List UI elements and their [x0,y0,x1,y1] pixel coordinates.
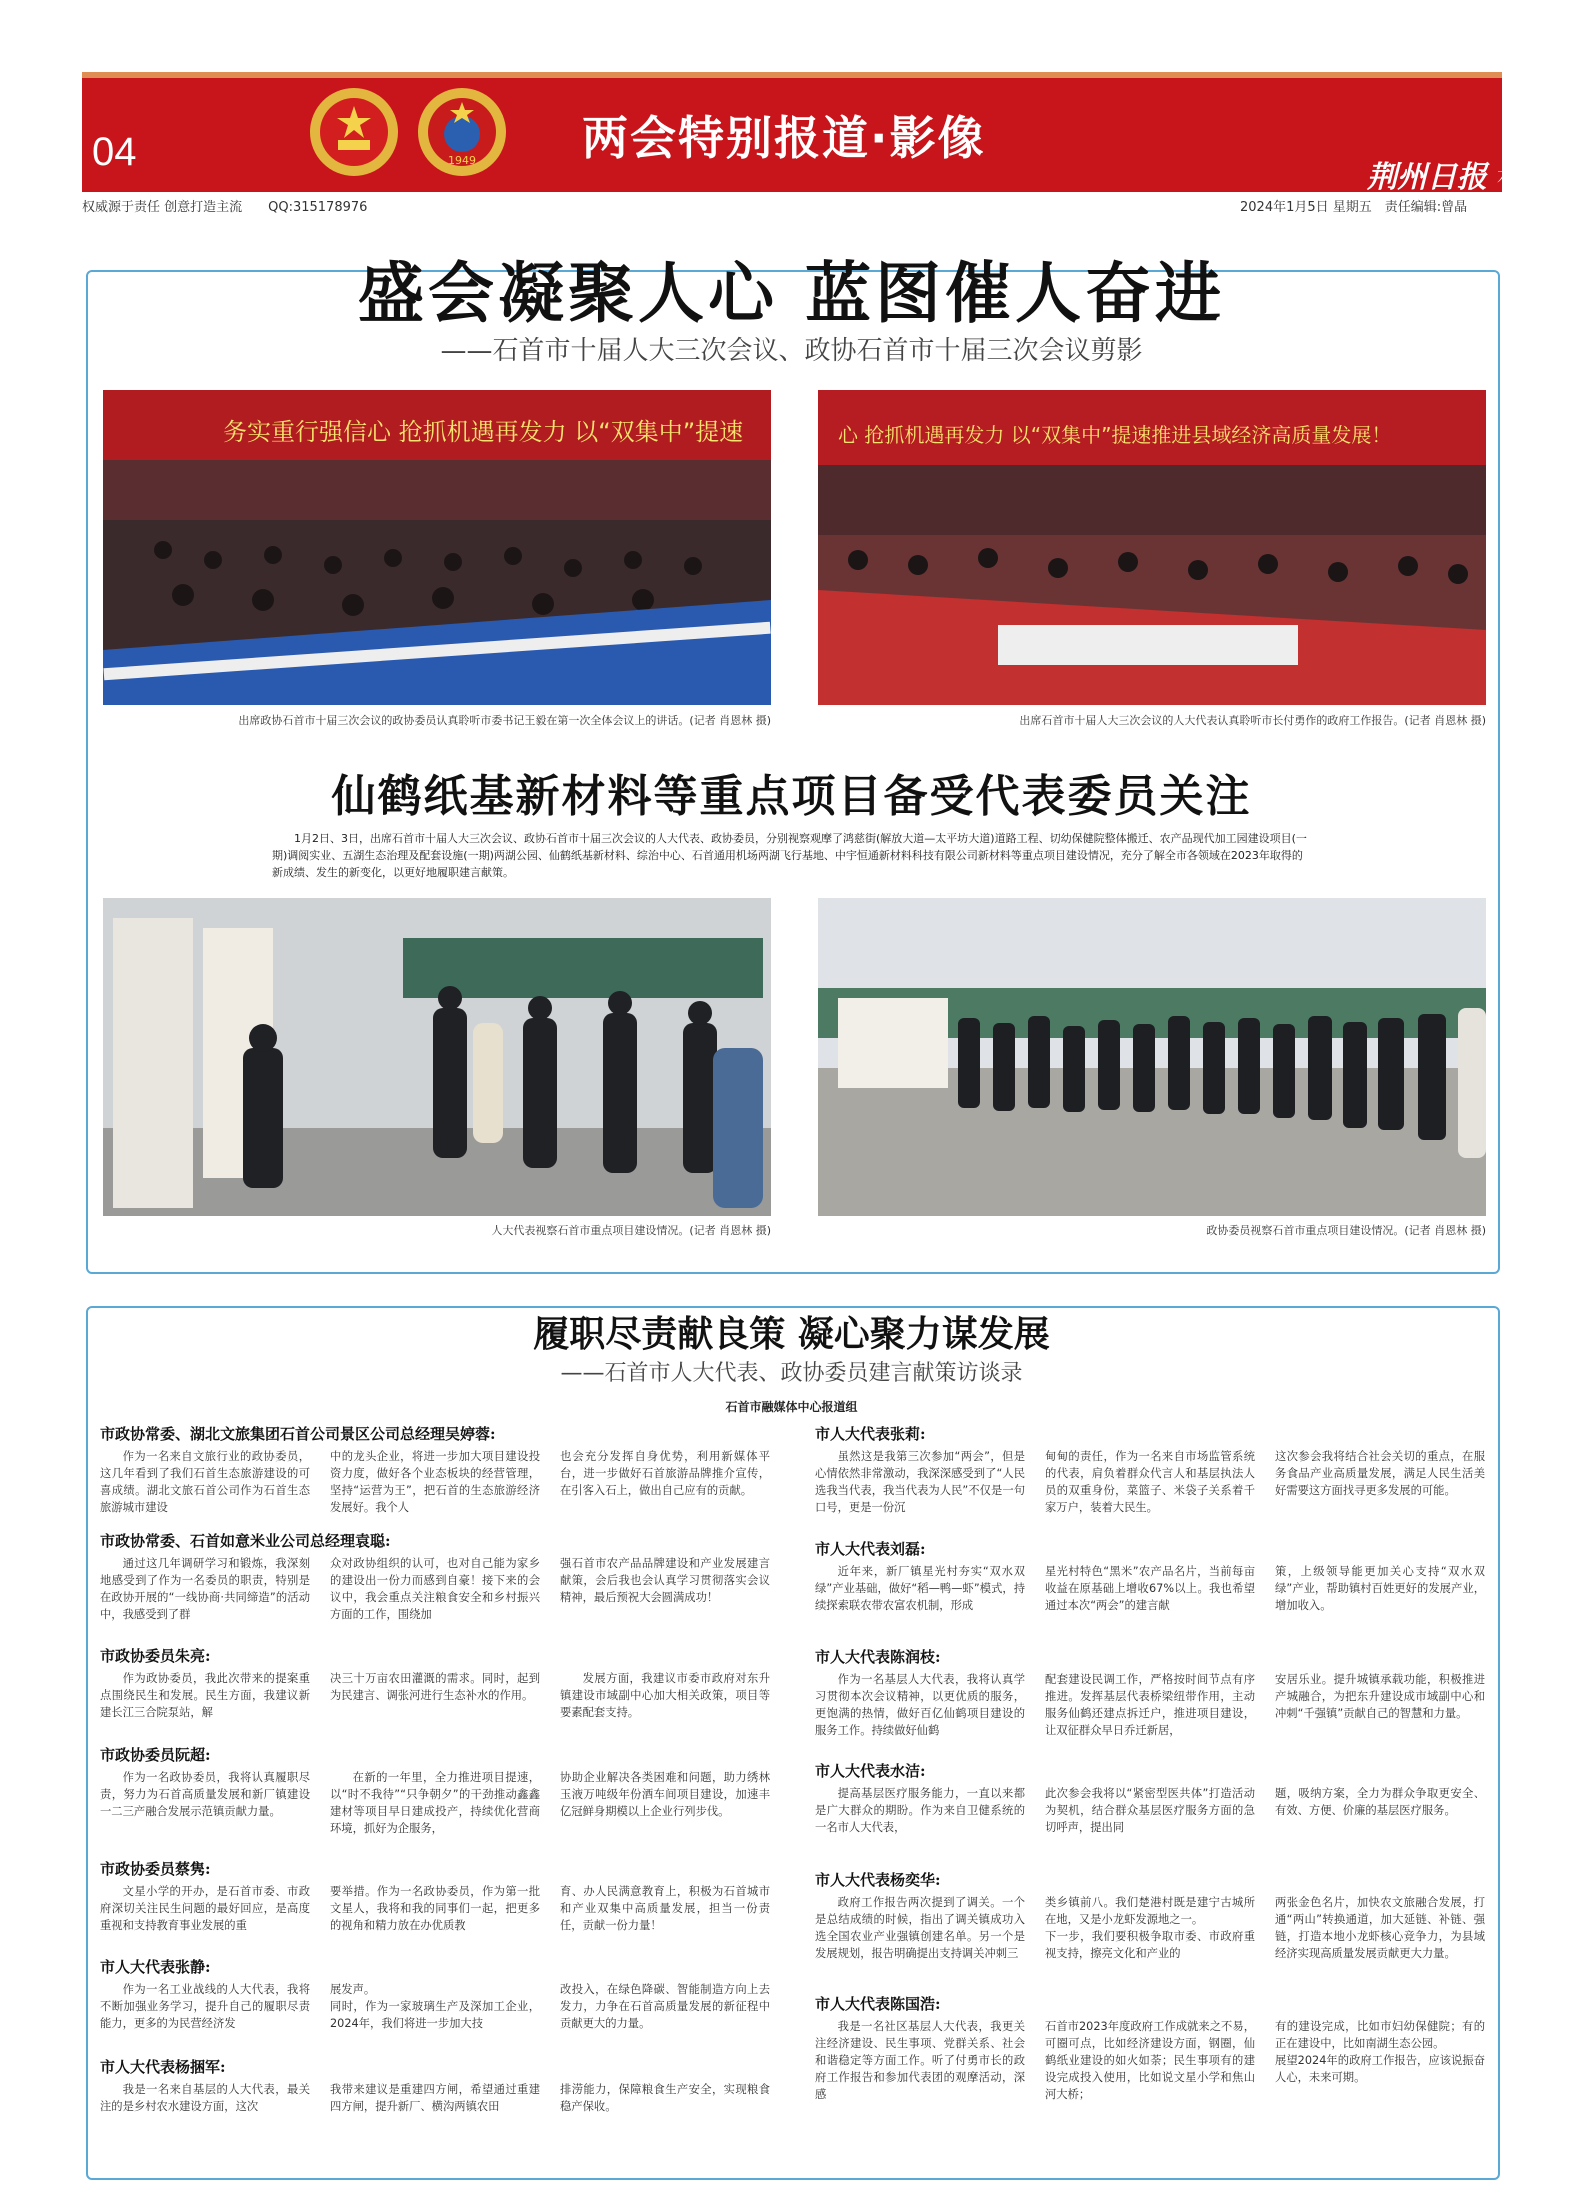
left-text-6-1: 我是一名来自基层的人大代表，最关注的是乡村农水建设方面，这次 [100,2083,310,2113]
photo-cppcc-inspection [818,898,1486,1216]
photo-cppcc-meeting [103,390,771,705]
right-text-4-1: 政府工作报告两次提到了调关。一个是总结成绩的时候，指出了调关镇成功入选全国农业产业强镇创建名单。另一个是发展规划，报告明确提出支持调关冲刺三 [815,1896,1025,1960]
interviews-byline: 石首市融媒体中心报道组 [725,1400,858,1414]
national-emblem-icon [304,82,404,182]
right-head-3: 市人大代表水洁: [815,1762,926,1780]
left-text-1-3: 强石首市农产品品牌建设和产业发展建言献策，会后我也会认真学习贯彻落实会议精神，最后预祝大会圆满成功！ [560,1557,770,1604]
left-text-2-2: 决三十万亩农田灌溉的需求。同时，起到为民建言、调张河进行生态补水的作用。 [330,1672,540,1702]
right-text-4-2: 类乡镇前八。我们楚港村既是建宁古城所在地，又是小龙虾发源地之一。 下一步，我们要积极争取市委、市政府重视支持，擦亮文化和产业的 [1045,1896,1255,1960]
right-text-0-2: 甸甸的责任，作为一名来自市场监管系统的代表，肩负着群众代言人和基层执法人员的双重身份，菜篮子、米袋子关系着千家万户，装着大民生。 [1045,1450,1255,1514]
section-title: 两会特别报道·影像 [582,111,986,165]
motto: 权威源于责任 创意打造主流 QQ:315178976 [82,200,368,215]
right-text-5-1: 我是一名社区基层人大代表，我更关注经济建设、民生事项、党群关系、社会和谐稳定等方面工作。听了付勇市长的政府工作报告和参加代表团的观摩活动，深感 [815,2020,1025,2101]
right-head-4: 市人大代表杨奕华: [815,1871,941,1889]
left-head-6: 市人大代表杨捆军: [100,2058,226,2076]
right-text-1-1: 近年来，新厂镇星光村夯实“双水双绿”产业基础，做好“稻—鸭—虾”模式，持续探索联农带农富农机制，形成 [815,1565,1025,1612]
left-head-1: 市政协常委、石首如意米业公司总经理袁聪: [100,1532,391,1550]
right-text-2-3: 安居乐业。提升城镇承载功能，积极推进产城融合，为把东升建设成市域副中心和冲刺“千强镇”贡献自己的智慧和力量。 [1275,1673,1485,1720]
left-text-4-3: 育、办人民满意教育上，积极为石首城市和产业双集中高质量发展，担当一份责任，贡献一份力量！ [560,1885,770,1932]
project-story-title: 仙鹤纸基新材料等重点项目备受代表委员关注 [331,771,1252,822]
left-head-3: 市政协委员阮超: [100,1746,211,1764]
interviews-subtitle: ——石首市人大代表、政协委员建言献策访谈录 [560,1361,1023,1386]
left-text-0-2: 中的龙头企业，将进一步加大项目建设投资力度，做好各个业态板块的经营管理，坚持“运营为王”，把石首的生态旅游经济发展好。我个人 [330,1450,540,1514]
left-text-6-3: 排涝能力，保障粮食生产安全，实现粮食稳产保收。 [560,2083,770,2113]
left-text-3-3: 协助企业解决各类困难和问题，助力绣林玉液万吨级年份酒车间项目建设，加速丰亿冠鲜身期模以上企业行列步伐。 [560,1771,770,1818]
left-head-4: 市政协委员蔡隽: [100,1860,211,1878]
photo1-caption: 出席政协石首市十届三次会议的政协委员认真聆听市委书记王毅在第一次全体会议上的讲话。(记者 肖恩林 摄) [238,714,771,727]
left-text-0-3: 也会充分发挥自身优势，利用新媒体平台，进一步做好石首旅游品牌推介宣传，在引客入石上，做出自己应有的贡献。 [560,1450,770,1497]
right-text-2-1: 作为一名基层人大代表，我将认真学习贯彻本次会议精神，以更优质的服务，更饱满的热情，做好百亿仙鹤项目建设的服务工作。持续做好仙鹤 [815,1673,1025,1737]
left-text-6-2: 我带来建议是重建四方闸，希望通过重建四方闸，提升新厂、横沟两镇农田 [330,2083,540,2113]
photo2-caption: 出席石首市十届人大三次会议的人大代表认真聆听市长付勇作的政府工作报告。(记者 肖恩林 摄) [1019,714,1486,727]
interviews-title: 履职尽责献良策 凝心聚力谋发展 [533,1313,1050,1355]
photo3-caption: 人大代表视察石首市重点项目建设情况。(记者 肖恩林 摄) [491,1224,771,1237]
left-text-3-2: 在新的一年里，全力推进项目提速，以“时不我待”“只争朝夕”的干劲推动鑫鑫建材等项目早日建成投产，持续优化营商环境，抓好为企服务， [330,1771,540,1835]
left-text-1-2: 众对政协组织的认可，也对自己能为家乡的建设出一份力而感到自豪！接下来的会议中，我会重点关注粮食安全和乡村振兴方面的工作，围绕加 [330,1557,540,1621]
paper-section: 石首新闻 [1497,168,1517,271]
right-head-0: 市人大代表张莉: [815,1425,926,1443]
left-text-4-1: 文星小学的开办，是石首市委、市政府深切关注民生问题的最好回应，是高度重视和支持教育事业发展的重 [100,1885,310,1932]
right-head-5: 市人大代表陈国浩: [815,1995,941,2013]
top-story-title: 盛会凝聚人心 蓝图催人奋进 [358,254,1225,332]
right-text-5-3: 有的建设完成，比如市妇幼保健院；有的正在建设中，比如南湖生态公园。 展望2024年的政府工作报告，应该说振奋人心，未来可期。 [1275,2020,1485,2084]
right-text-2-2: 配套建设民调工作，严格按时间节点有序推进。发挥基层代表桥梁纽带作用，主动服务仙鹤还建点拆迁户，推进项目建设，让双征群众早日乔迁新居， [1045,1673,1255,1737]
photo-npc-meeting [818,390,1486,705]
left-text-3-1: 作为一名政协委员，我将认真履职尽责，努力为石首高质量发展和新厂镇建设一二三产融合发展示范镇贡献力量。 [100,1771,310,1818]
page-number: 04 [92,130,137,174]
top-story-subtitle: ——石首市十届人大三次会议、政协石首市十届三次会议剪影 [440,336,1143,366]
left-text-2-1: 作为政协委员，我此次带来的提案重点围绕民生和发展。民生方面，我建议新建长江三合院泵站，解 [100,1672,310,1719]
left-text-5-2: 展发声。 同时，作为一家玻璃生产及深加工企业，2024年，我们将进一步加大技 [330,1983,540,2030]
left-text-1-1: 通过这几年调研学习和锻炼，我深刻地感受到了作为一名委员的职责，特别是在政协开展的“一线协商·共同缔造”的活动中，我感受到了群 [100,1557,310,1621]
paper-name: 荆州日报 [1367,160,1487,195]
left-text-5-3: 改投入，在绿色降碳、智能制造方向上去发力，力争在石首高质量发展的新征程中贡献更大的力量。 [560,1983,770,2030]
left-text-2-3: 发展方面，我建议市委市政府对东升镇建设市域副中心加大相关政策，项目等要素配套支持。 [560,1672,770,1719]
left-head-0: 市政协常委、湖北文旅集团石首公司景区公司总经理吴婷蓉: [100,1425,496,1443]
right-text-1-3: 策，上级领导能更加关心支持“双水双绿”产业，帮助镇村百姓更好的发展产业，增加收入。 [1275,1565,1485,1612]
left-text-5-1: 作为一名工业战线的人大代表，我将不断加强业务学习，提升自己的履职尽责能力，更多的为民营经济发 [100,1983,310,2030]
project-story-lead: 1月2日、3日，出席石首市十届人大三次会议、政协石首市十届三次会议的人大代表、政协委员，分别视察观摩了鸿慈街(解放大道—太平坊大道)道路工程、切幼保健院整体搬迁、农产品现代加工园建设项目(一期)调阅实业、五湖生态治理及配套设施(一期)两湖公园、仙鹤纸基新材料、综治中心、石首通用机场两湖飞行基地、中宇恒通新材料科技有限公司新材料等重点项目建设情况，充分了解全市各领域在2023年取得的新成绩、发生的新变化，以更好地履职建言献策。 [272,832,1307,879]
dateline: 2024年1月5日 星期五 责任编辑:曾晶 [1240,200,1468,215]
right-head-2: 市人大代表陈润枝: [815,1648,941,1666]
banner-stripe [82,72,1502,78]
right-text-0-1: 虽然这是我第三次参加“两会”，但是心情依然非常激动，我深深感受到了“人民选我当代表，我当代表为人民”不仅是一句口号，更是一份沉 [815,1450,1025,1514]
emblem-year: 1949 [448,154,476,167]
photo-npc-inspection [103,898,771,1216]
right-text-1-2: 星光村特色“黑米”农产品名片，当前每亩收益在原基础上增收67%以上。我也希望通过本次“两会”的建言献 [1045,1565,1255,1612]
left-head-2: 市政协委员朱亮: [100,1647,211,1665]
right-text-3-2: 此次参会我将以“紧密型医共体”打造活动为契机，结合群众基层医疗服务方面的急切呼声，提出同 [1045,1787,1255,1834]
right-text-4-3: 两张金色名片，加快农文旅融合发展，打通“两山”转换通道，加大延链、补链、强链，打造本地小龙虾核心竞争力，为县域经济实现高质量发展贡献更大力量。 [1275,1896,1485,1960]
right-text-0-3: 这次参会我将结合社会关切的重点，在服务食品产业高质量发展，满足人民生活美好需要这方面找寻更多发展的可能。 [1275,1450,1485,1497]
photo4-caption: 政协委员视察石首市重点项目建设情况。(记者 肖恩林 摄) [1206,1224,1486,1237]
cppcc-emblem-icon [412,82,512,182]
left-head-5: 市人大代表张静: [100,1958,211,1976]
right-head-1: 市人大代表刘磊: [815,1540,926,1558]
left-text-0-1: 作为一名来自文旅行业的政协委员，这几年看到了我们石首生态旅游建设的可喜成绩。湖北文旅石首公司作为石首生态旅游城市建设 [100,1450,310,1514]
right-text-3-3: 题，吸纳方案，全力为群众争取更安全、有效、方便、价廉的基层医疗服务。 [1275,1787,1485,1817]
photo1-banner-text: 务实重行强信心 抢抓机遇再发力 以“双集中”提速 [223,418,744,446]
photo2-banner-text: 心 抢抓机遇再发力 以“双集中”提速推进县域经济高质量发展！ [838,423,1392,447]
left-text-4-2: 要举措。作为一名政协委员，作为第一批文星人，我将和我的同事们一起，把更多的视角和精力放在办优质教 [330,1885,540,1932]
right-text-3-1: 提高基层医疗服务能力，一直以来都是广大群众的期盼。作为来自卫健系统的一名市人大代表， [815,1787,1025,1834]
right-text-5-2: 石首市2023年度政府工作成就来之不易，可圈可点，比如经济建设方面，钢圈，仙鹤纸业建设的如火如荼；民生事项有的建设完成投入使用，比如说文星小学和焦山河大桥； [1045,2020,1255,2101]
